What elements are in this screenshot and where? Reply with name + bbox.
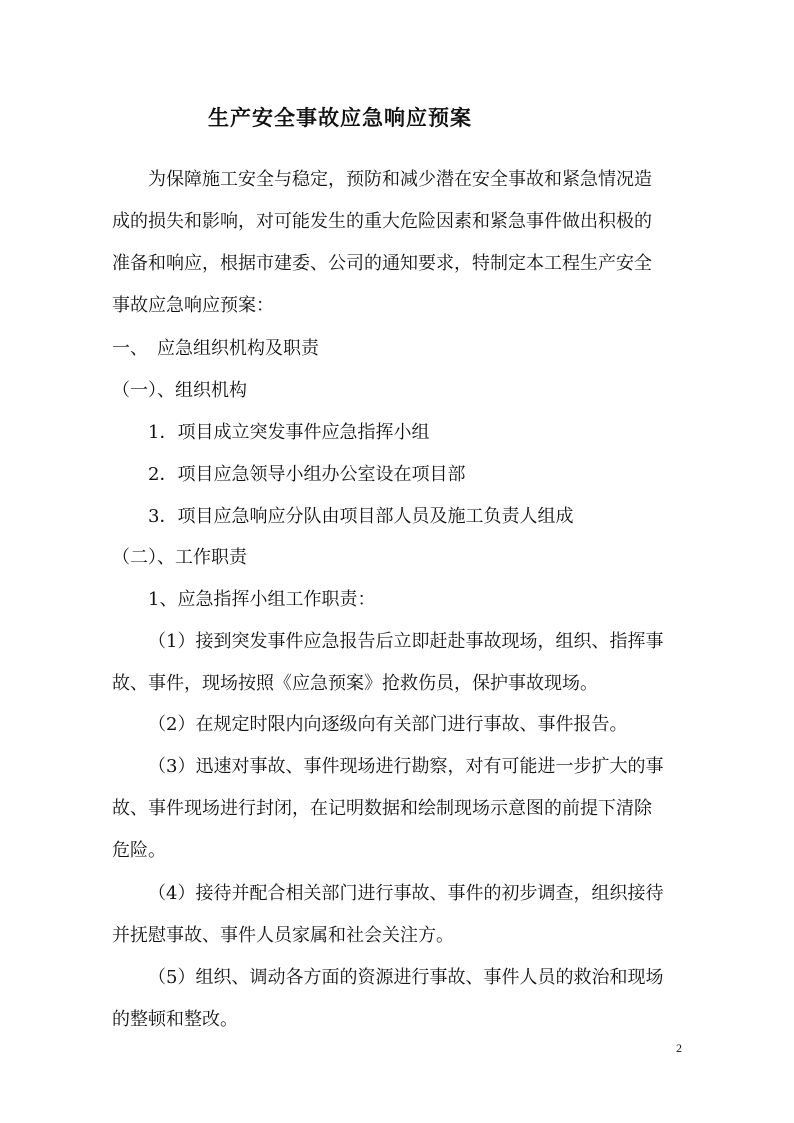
document-title: 生产安全事故应急响应预案 [208, 105, 472, 130]
paragraph-line: 并抚慰事故、事件人员家属和社会关注方。 [112, 925, 454, 946]
paragraph-line: 事故应急响应预案： [112, 295, 274, 316]
list-item: 2．项目应急领导小组办公室设在项目部 [148, 464, 466, 485]
paragraph-line: （5）组织、调动各方面的资源进行事故、事件人员的救治和现场 [148, 967, 664, 988]
paragraph-line: 危险。 [112, 840, 166, 861]
paragraph-line: 故、事件现场进行封闭，在记明数据和绘制现场示意图的前提下清除 [112, 798, 652, 819]
list-item: 1、应急指挥小组工作职责： [148, 589, 376, 610]
paragraph-line: 为保障施工安全与稳定，预防和减少潜在安全事故和紧急情况造 [148, 169, 652, 190]
paragraph-line: （1）接到突发事件应急报告后立即赶赴事故现场，组织、指挥事 [148, 631, 664, 652]
page-number: 2 [676, 1041, 682, 1055]
list-item: 3．项目应急响应分队由项目部人员及施工负责人组成 [148, 506, 574, 527]
section-heading: 一、 应急组织机构及职责 [112, 338, 319, 359]
paragraph-line: （2）在规定时限内向逐级向有关部门进行事故、事件报告。 [148, 714, 628, 735]
subsection-heading: （二）、工作职责 [112, 547, 247, 568]
paragraph-line: 成的损失和影响，对可能发生的重大危险因素和紧急事件做出积极的 [112, 211, 652, 232]
list-item: 1．项目成立突发事件应急指挥小组 [148, 422, 430, 443]
subsection-heading: （一）、组织机构 [112, 380, 247, 401]
paragraph-line: 故、事件，现场按照《应急预案》抢救伤员，保护事故现场。 [112, 673, 598, 694]
paragraph-line: （3）迅速对事故、事件现场进行勘察，对有可能进一步扩大的事 [148, 756, 664, 777]
paragraph-line: 的整顿和整改。 [112, 1009, 238, 1030]
paragraph-line: （4）接待并配合相关部门进行事故、事件的初步调查，组织接待 [148, 883, 664, 904]
paragraph-line: 准备和响应，根据市建委、公司的通知要求，特制定本工程生产安全 [112, 253, 652, 274]
